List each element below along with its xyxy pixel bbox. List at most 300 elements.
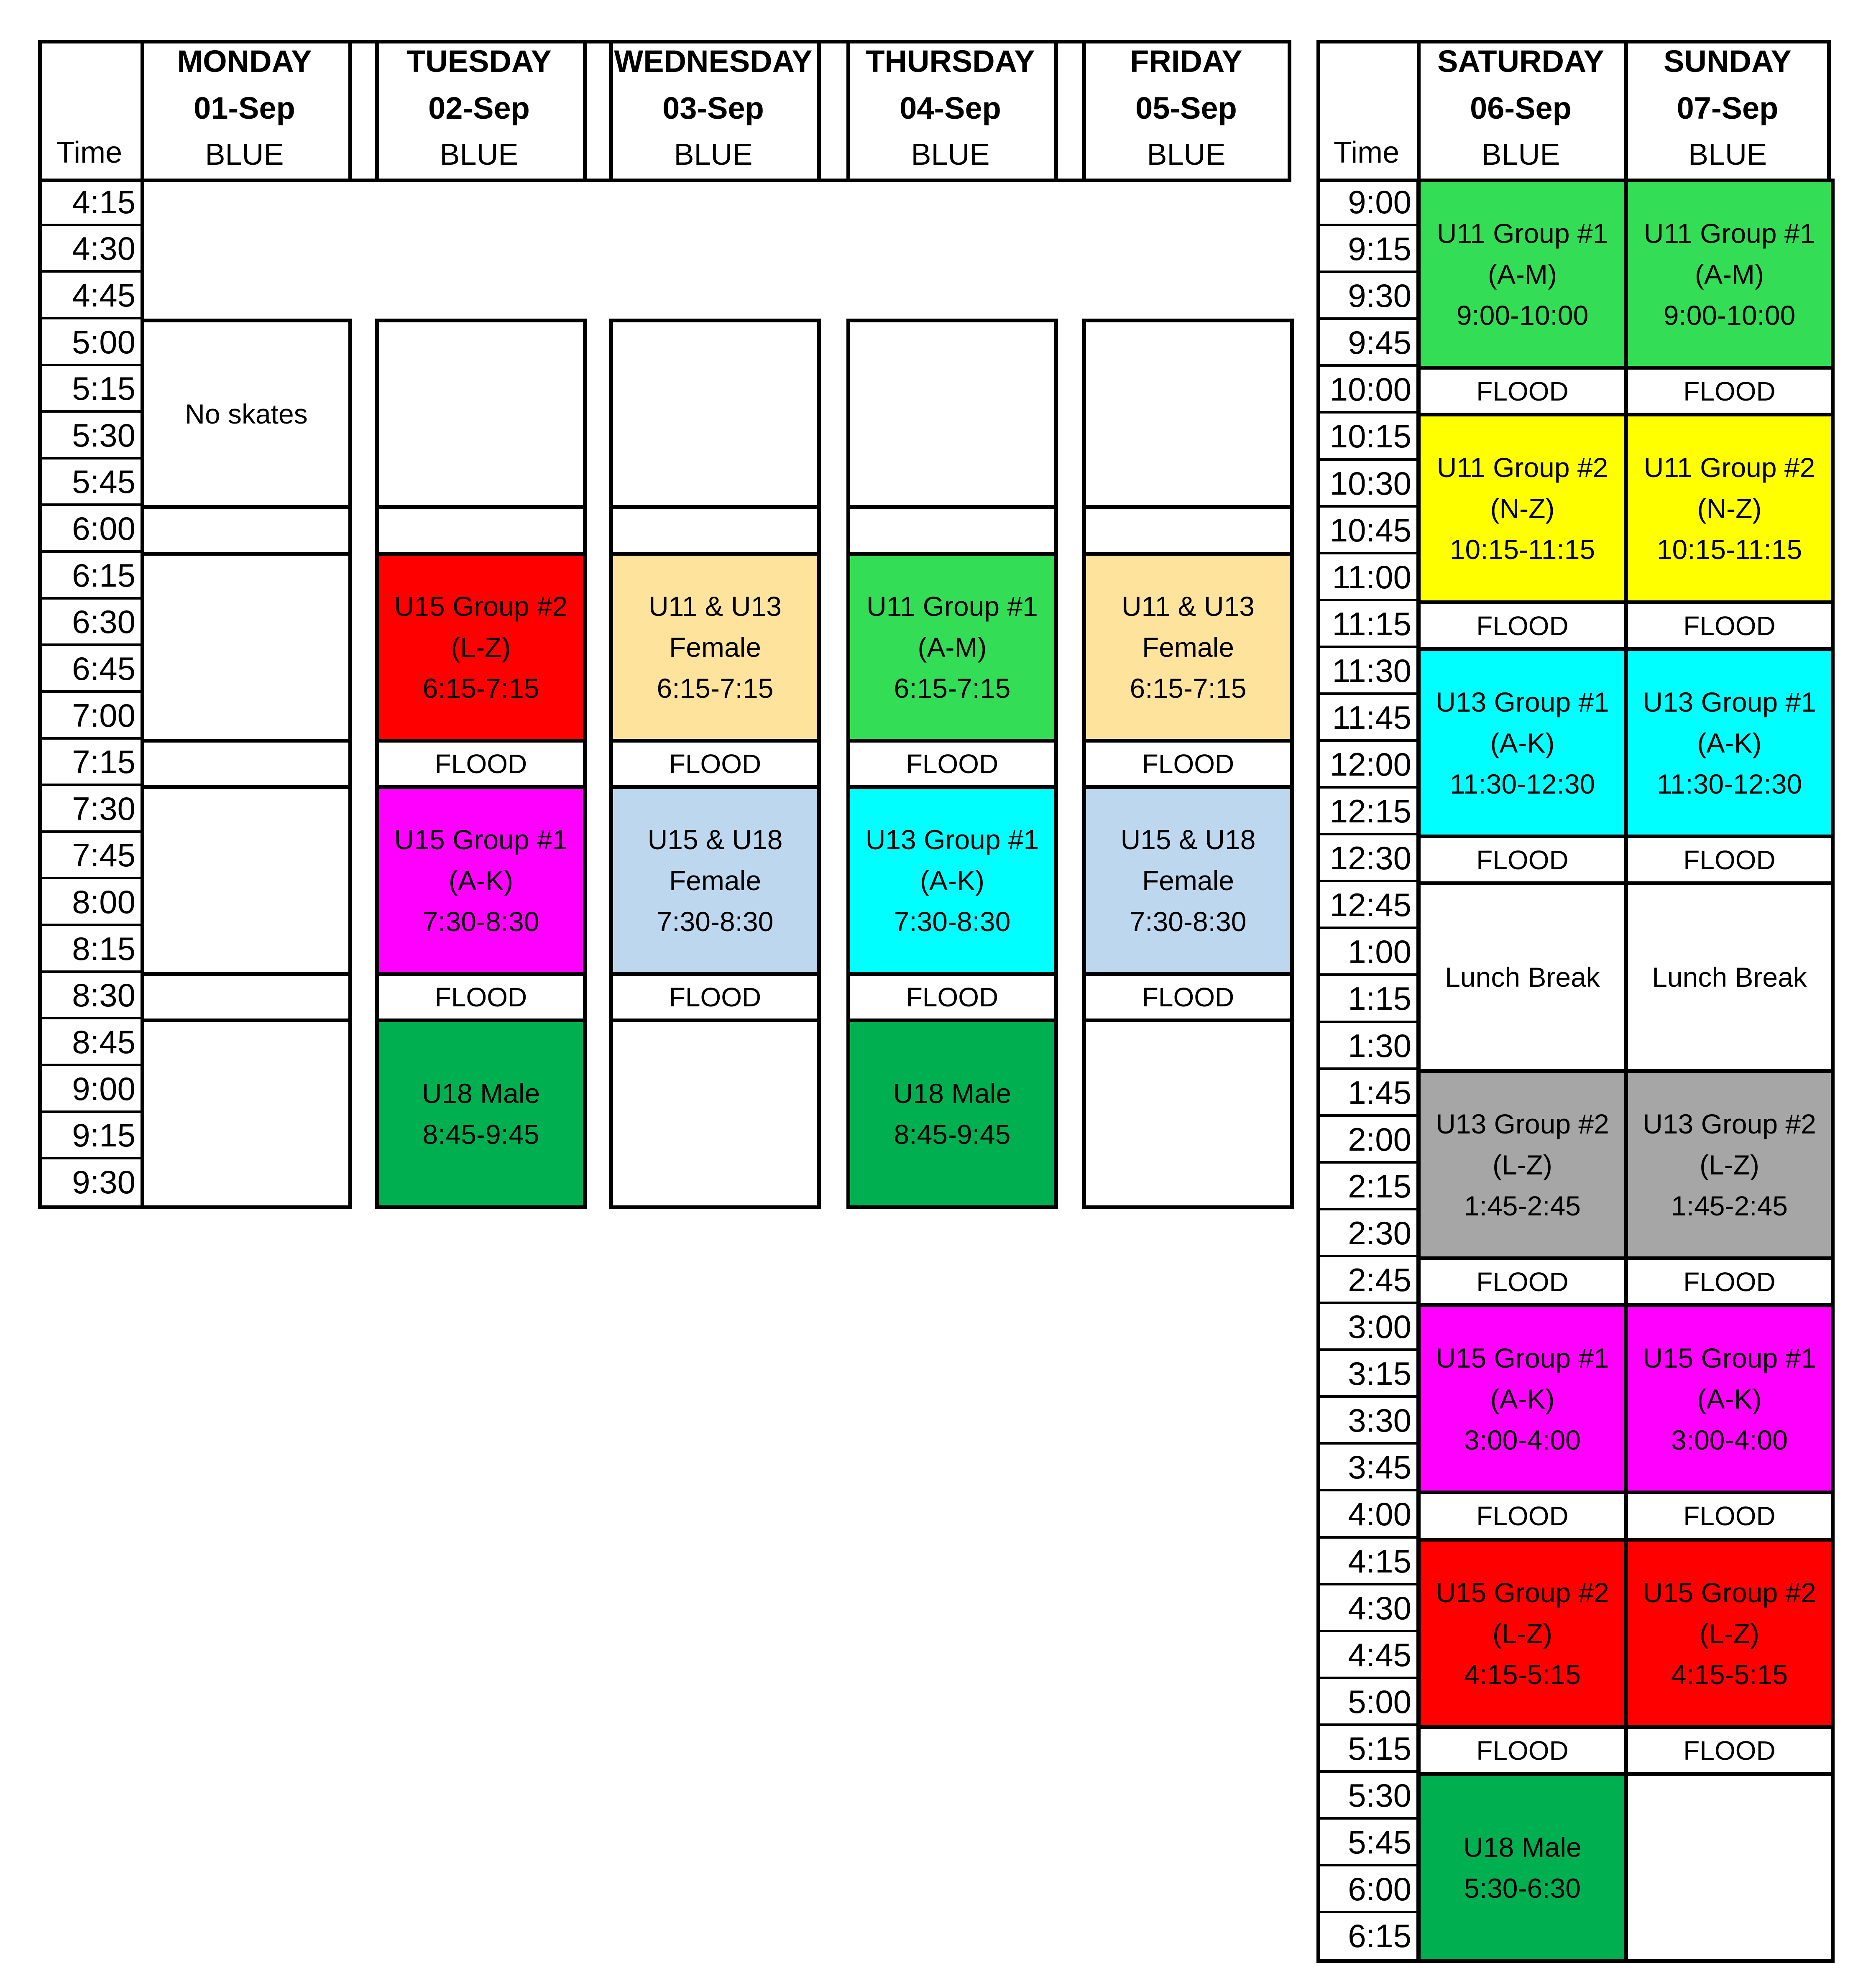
wednesday-empty-slot: [609, 1019, 821, 1209]
sunday-flood-3: [1624, 835, 1835, 885]
sunday-session-6: [1624, 1538, 1835, 1729]
saturday-session-5: [1417, 1303, 1628, 1494]
weekday-time-divider: [38, 643, 141, 646]
weekend-time-slot: 12:30: [1329, 839, 1411, 876]
friday-flood-1-text: [1142, 748, 1234, 779]
rink-label: BLUE: [674, 138, 753, 171]
saturday-session-2-text: [1437, 447, 1608, 570]
weekday-time-divider: [38, 457, 141, 459]
weekday-time-divider: [38, 924, 141, 926]
event-line: FLOOD: [1683, 1501, 1776, 1531]
day-name: FRIDAY: [1130, 44, 1242, 79]
weekday-time-slot: 9:00: [72, 1070, 135, 1107]
monday-empty-slot: [141, 739, 352, 789]
event-line: (L-Z): [451, 632, 511, 663]
event-line: U18 Male: [422, 1078, 540, 1109]
event-line: (L-Z): [1700, 1149, 1759, 1180]
weekend-time-slot: 11:30: [1332, 652, 1411, 689]
weekday-time-slot: 8:00: [72, 883, 135, 920]
event-line: U13 Group #2: [1436, 1108, 1609, 1139]
weekend-time-header: Time: [1333, 136, 1400, 169]
weekend-time-slot: 1:00: [1348, 933, 1411, 970]
saturday-flood-5: [1417, 1491, 1628, 1542]
weekend-time-divider: [1316, 505, 1416, 508]
event-line: U13 Group #1: [1643, 686, 1816, 717]
event-line: U15 Group #2: [394, 591, 568, 622]
header-separator: [583, 40, 587, 179]
event-line: (A-K): [1490, 727, 1555, 758]
tuesday-session-1-text: [394, 586, 568, 709]
saturday-session-4-text: [1436, 1103, 1609, 1226]
weekend-time-slot: 4:30: [1348, 1589, 1411, 1626]
wednesday-empty-slot: [609, 319, 821, 509]
weekend-time-slot: 9:45: [1348, 324, 1411, 361]
saturday-flood-4-text: [1476, 1266, 1568, 1297]
weekend-time-slot: 2:45: [1348, 1261, 1411, 1298]
weekday-time-slot: 7:30: [72, 790, 135, 827]
event-line: FLOOD: [1476, 376, 1569, 406]
weekend-time-divider: [1316, 833, 1416, 835]
tuesday-session-3: [375, 1019, 587, 1209]
event-line: Lunch Break: [1652, 962, 1807, 993]
weekend-time-slot: 10:30: [1329, 465, 1411, 502]
tuesday-session-1: [375, 552, 587, 743]
weekday-time-slot: 6:00: [72, 510, 135, 547]
saturday-flood-3-text: [1476, 845, 1568, 876]
weekday-time-divider: [38, 550, 141, 553]
weekend-time-slot: 3:00: [1348, 1308, 1411, 1345]
weekend-time-slot: 10:00: [1329, 370, 1411, 408]
event-line: Lunch Break: [1445, 962, 1600, 993]
event-line: 3:00-4:00: [1671, 1424, 1788, 1455]
weekend-time-divider: [1316, 1677, 1416, 1679]
saturday-flood-6: [1417, 1725, 1628, 1776]
weekend-time-slot: 3:15: [1348, 1355, 1411, 1392]
event-line: FLOOD: [669, 982, 762, 1012]
event-line: (A-K): [1697, 1383, 1762, 1414]
monday-empty-slot: [141, 785, 352, 976]
saturday-session-3: [1417, 647, 1628, 838]
weekend-time-divider: [1316, 1630, 1416, 1632]
weekend-time-slot: 1:45: [1348, 1074, 1411, 1111]
sunday-session-3-text: [1643, 682, 1816, 804]
tuesday-flood-2-text: [435, 982, 527, 1013]
weekday-time-divider: [38, 597, 141, 600]
weekday-time-slot: 8:45: [72, 1023, 135, 1060]
saturday-flood-1-text: [1476, 376, 1568, 407]
tuesday-empty-slot: [375, 319, 587, 509]
weekend-time-slot: 10:45: [1329, 511, 1411, 549]
weekend-time-slot: 4:45: [1348, 1636, 1411, 1673]
sunday-session-5: [1624, 1303, 1835, 1494]
weekday-time-slot: 4:15: [72, 183, 135, 220]
saturday-session-2: [1417, 413, 1628, 604]
event-line: (N-Z): [1697, 493, 1762, 524]
event-line: 6:15-7:15: [422, 673, 539, 704]
weekend-time-slot: 6:15: [1348, 1917, 1411, 1954]
sunday-lunch-break: [1624, 881, 1835, 1073]
event-line: Female: [669, 632, 762, 663]
event-line: FLOOD: [906, 982, 999, 1012]
tuesday-session-3-text: [422, 1073, 540, 1155]
event-line: FLOOD: [434, 982, 527, 1012]
day-name: SATURDAY: [1437, 44, 1604, 79]
saturday-lunch-break-text: [1445, 961, 1600, 993]
event-line: U11 Group #1: [1643, 217, 1815, 249]
weekday-time-divider: [38, 224, 141, 226]
weekend-time-divider: [1316, 1723, 1416, 1726]
event-line: Female: [669, 865, 762, 896]
tuesday-session-2-text: [394, 819, 568, 942]
event-line: U15 Group #2: [1436, 1577, 1609, 1608]
thursday-flood-2-text: [906, 982, 998, 1013]
weekend-time-divider: [1316, 692, 1416, 695]
weekday-time-divider: [38, 503, 141, 506]
day-header-monday: [141, 46, 348, 170]
weekend-time-divider: [1316, 1817, 1416, 1820]
weekday-time-slot: 5:30: [72, 416, 135, 454]
sunday-session-2-text: [1644, 447, 1815, 570]
sunday-flood-6: [1624, 1725, 1835, 1776]
event-line: FLOOD: [1476, 610, 1569, 641]
weekday-time-divider: [38, 317, 141, 319]
event-line: 7:30-8:30: [1130, 906, 1247, 937]
weekend-time-slot: 3:30: [1348, 1401, 1411, 1439]
day-name: SUNDAY: [1664, 44, 1792, 79]
sunday-flood-1-text: [1683, 376, 1775, 407]
thursday-flood-1-text: [906, 748, 998, 779]
saturday-session-3-text: [1436, 682, 1609, 804]
weekday-time-slot: 7:00: [72, 697, 135, 734]
saturday-flood-2: [1417, 600, 1628, 651]
saturday-flood-4: [1417, 1256, 1628, 1307]
tuesday-flood-1-text: [435, 748, 527, 779]
event-line: (A-M): [1695, 258, 1764, 290]
monday-empty-slot: [141, 1019, 352, 1209]
weekend-time-slot: 1:15: [1348, 980, 1411, 1017]
thursday-session-2: [846, 785, 1058, 976]
weekend-time-divider: [1316, 1067, 1416, 1070]
event-line: FLOOD: [1476, 845, 1569, 875]
event-line: 4:15-5:15: [1464, 1659, 1581, 1690]
friday-flood-2-text: [1142, 982, 1234, 1013]
sunday-flood-2-text: [1683, 610, 1775, 641]
event-line: No skates: [185, 398, 308, 429]
weekday-time-slot: 8:15: [72, 930, 135, 967]
weekday-time-slot: 9:15: [72, 1117, 135, 1154]
weekend-time-divider: [1316, 599, 1416, 601]
event-line: U13 Group #2: [1643, 1108, 1816, 1139]
saturday-session-1: [1417, 179, 1628, 370]
weekend-time-divider: [1316, 458, 1416, 461]
saturday-flood-1: [1417, 366, 1628, 416]
sunday-flood-4-text: [1683, 1266, 1775, 1297]
day-date: 01-Sep: [194, 91, 295, 125]
rink-label: BLUE: [1481, 138, 1560, 171]
event-line: (L-Z): [1493, 1618, 1552, 1649]
thursday-session-3-text: [893, 1073, 1011, 1155]
monday-empty-slot: [141, 505, 352, 556]
weekend-time-slot: 9:30: [1348, 277, 1411, 314]
weekend-time-divider: [1316, 1255, 1416, 1257]
day-header-sunday: [1624, 46, 1831, 170]
day-name: THURSDAY: [866, 44, 1035, 79]
weekend-time-slot: 2:30: [1348, 1214, 1411, 1251]
weekday-time-slot: 5:00: [72, 323, 135, 360]
weekend-time-slot: 5:45: [1348, 1823, 1411, 1861]
weekend-time-slot: 11:15: [1332, 605, 1411, 642]
weekday-time-slot: 6:30: [72, 603, 135, 640]
event-line: 6:15-7:15: [1130, 673, 1247, 704]
weekday-time-slot: 5:45: [72, 463, 135, 500]
sunday-session-4-text: [1643, 1103, 1816, 1226]
weekend-time-slot: 11:00: [1332, 558, 1411, 595]
event-line: U11 Group #2: [1643, 452, 1815, 483]
thursday-session-1-text: [866, 586, 1038, 709]
rink-label: BLUE: [440, 138, 519, 171]
monday-no-skates: [141, 319, 352, 509]
rink-label: BLUE: [911, 138, 990, 171]
thursday-session-1: [846, 552, 1058, 743]
event-line: (A-M): [918, 632, 987, 663]
weekend-time-slot: 5:00: [1348, 1683, 1411, 1720]
event-line: U13 Group #1: [1436, 686, 1609, 717]
weekday-time-slot: 9:30: [72, 1163, 135, 1200]
weekday-time-divider: [38, 1064, 141, 1066]
event-line: FLOOD: [1683, 1266, 1776, 1297]
event-line: U11 Group #1: [1436, 217, 1608, 249]
event-line: FLOOD: [1683, 610, 1776, 641]
sunday-session-4: [1624, 1069, 1835, 1260]
sunday-session-2: [1624, 413, 1835, 604]
weekday-time-divider: [38, 1157, 141, 1159]
event-line: (A-M): [1488, 258, 1557, 290]
thursday-session-3: [846, 1019, 1058, 1209]
event-line: (L-Z): [1493, 1149, 1552, 1180]
friday-session-1: [1082, 552, 1294, 743]
event-line: 10:15-11:15: [1449, 534, 1595, 565]
event-line: U11 & U13: [649, 591, 782, 622]
saturday-session-7-text: [1463, 1827, 1581, 1909]
weekend-time-divider: [1316, 271, 1416, 273]
weekday-time-header: Time: [56, 136, 123, 169]
event-line: (A-K): [449, 865, 513, 896]
event-line: 11:30-12:30: [1656, 768, 1802, 799]
event-line: FLOOD: [1142, 749, 1234, 779]
weekend-time-slot: 3:45: [1348, 1448, 1411, 1486]
friday-flood-1: [1082, 739, 1294, 789]
saturday-session-1-text: [1437, 213, 1608, 336]
rink-label: BLUE: [1147, 138, 1226, 171]
thursday-session-2-text: [866, 819, 1039, 942]
weekend-time-slot: 4:00: [1348, 1496, 1411, 1532]
weekday-time-divider: [38, 737, 141, 740]
weekend-time-divider: [1316, 1114, 1416, 1117]
day-date: 06-Sep: [1470, 91, 1572, 125]
weekend-time-slot: 5:15: [1348, 1730, 1411, 1767]
sunday-empty-slot: [1624, 1772, 1835, 1963]
weekend-time-divider: [1316, 1348, 1416, 1351]
day-date: 07-Sep: [1677, 91, 1779, 125]
sunday-flood-5: [1624, 1491, 1835, 1542]
saturday-flood-2-text: [1476, 610, 1568, 641]
weekday-time-divider: [38, 270, 141, 273]
thursday-empty-slot: [846, 319, 1058, 509]
event-line: 8:45-9:45: [894, 1119, 1011, 1150]
event-line: FLOOD: [906, 749, 999, 779]
weekend-time-divider: [1316, 739, 1416, 742]
saturday-flood-3: [1417, 835, 1628, 885]
wednesday-session-2: [609, 785, 821, 976]
weekend-time-divider: [1316, 973, 1416, 976]
weekend-time-slot: 6:00: [1348, 1870, 1411, 1907]
sunday-flood-2: [1624, 600, 1835, 651]
event-line: U11 & U13: [1122, 591, 1255, 622]
friday-session-2: [1082, 785, 1294, 976]
event-line: U15 Group #1: [1436, 1342, 1609, 1373]
weekend-time-slot: 10:15: [1329, 418, 1411, 454]
day-date: 02-Sep: [428, 91, 530, 125]
event-line: 7:30-8:30: [894, 906, 1011, 937]
weekend-time-divider: [1316, 1442, 1416, 1445]
weekday-time-divider: [38, 1110, 141, 1113]
event-line: 1:45-2:45: [1464, 1190, 1581, 1221]
day-name: WEDNESDAY: [614, 44, 813, 79]
friday-flood-2: [1082, 972, 1294, 1022]
event-line: 4:15-5:15: [1671, 1659, 1788, 1690]
event-line: 3:00-4:00: [1464, 1424, 1581, 1455]
sunday-lunch-break-text: [1652, 961, 1807, 993]
day-header-saturday: [1417, 46, 1625, 170]
event-line: U13 Group #1: [865, 824, 1039, 855]
saturday-session-7: [1417, 1772, 1628, 1963]
friday-session-1-text: [1122, 586, 1255, 709]
header-separator: [348, 40, 352, 179]
event-line: FLOOD: [1683, 376, 1776, 406]
day-date: 05-Sep: [1135, 91, 1237, 125]
weekday-time-divider: [38, 877, 141, 879]
weekend-time-divider: [1316, 411, 1416, 414]
event-line: (L-Z): [1700, 1618, 1759, 1649]
saturday-session-6-text: [1436, 1572, 1609, 1695]
day-header-tuesday: [375, 46, 583, 170]
event-line: 7:30-8:30: [657, 906, 774, 937]
sunday-session-3: [1624, 647, 1835, 838]
sunday-session-5-text: [1643, 1338, 1816, 1460]
saturday-flood-5-text: [1476, 1501, 1568, 1532]
weekday-time-divider: [38, 784, 141, 786]
event-line: FLOOD: [434, 749, 527, 779]
rink-label: BLUE: [1688, 138, 1767, 171]
event-line: FLOOD: [669, 749, 762, 779]
weekday-time-divider: [38, 364, 141, 366]
monday-no-skates-text: [185, 398, 307, 430]
weekend-time-slot: 1:30: [1348, 1027, 1411, 1064]
header-separator: [1054, 40, 1058, 179]
event-line: FLOOD: [1683, 1735, 1776, 1766]
day-header-friday: [1082, 46, 1290, 170]
weekend-time-divider: [1316, 552, 1416, 554]
wednesday-session-1-text: [649, 586, 782, 709]
event-line: 5:30-6:30: [1464, 1872, 1581, 1904]
weekend-time-divider: [1316, 317, 1416, 320]
event-line: (A-K): [1697, 727, 1762, 758]
weekday-time-slot: 8:30: [72, 977, 135, 1013]
weekend-time-divider: [1316, 1536, 1416, 1539]
weekend-time-divider: [1316, 364, 1416, 367]
event-line: (A-K): [1490, 1383, 1555, 1414]
weekend-time-slot: 12:45: [1329, 886, 1411, 923]
saturday-session-5-text: [1436, 1338, 1609, 1460]
sunday-session-1-text: [1644, 213, 1815, 336]
sunday-flood-4: [1624, 1256, 1835, 1307]
weekend-time-slot: 4:15: [1348, 1542, 1411, 1580]
weekday-time-slot: 6:45: [72, 650, 135, 687]
saturday-session-4: [1417, 1069, 1628, 1260]
event-line: 1:45-2:45: [1671, 1190, 1788, 1221]
sunday-session-1: [1624, 179, 1835, 370]
event-line: (N-Z): [1490, 493, 1555, 524]
weekend-time-divider: [1316, 1302, 1416, 1304]
weekend-time-slot: 9:15: [1348, 230, 1411, 267]
friday-session-2-text: [1121, 819, 1256, 942]
event-line: U18 Male: [1463, 1831, 1582, 1863]
weekday-time-divider: [38, 970, 141, 973]
weekend-time-divider: [1316, 1489, 1416, 1491]
weekend-time-divider: [1316, 646, 1416, 648]
weekday-time-slot: 7:45: [72, 837, 135, 873]
wednesday-session-2-text: [648, 819, 783, 942]
tuesday-session-2: [375, 785, 587, 976]
wednesday-flood-1: [609, 739, 821, 789]
weekend-time-divider: [1316, 1770, 1416, 1773]
wednesday-flood-2-text: [669, 982, 761, 1013]
thursday-flood-1: [846, 739, 1058, 789]
event-line: (A-K): [920, 865, 984, 896]
day-date: 03-Sep: [662, 91, 764, 125]
sunday-flood-1: [1624, 366, 1835, 416]
thursday-flood-2: [846, 972, 1058, 1022]
weekend-time-slot: 5:30: [1348, 1777, 1411, 1814]
weekend-time-slot: 9:00: [1348, 183, 1411, 220]
weekday-time-slot: 6:15: [72, 556, 135, 594]
event-line: U15 & U18: [647, 824, 783, 855]
event-line: FLOOD: [1476, 1735, 1569, 1766]
weekend-time-divider: [1316, 1583, 1416, 1585]
event-line: U18 Male: [893, 1078, 1012, 1109]
event-line: U15 Group #1: [394, 824, 568, 855]
wednesday-session-1: [609, 552, 821, 743]
thursday-empty-slot: [846, 505, 1058, 556]
weekend-time-divider: [1316, 224, 1416, 226]
day-name: MONDAY: [177, 44, 312, 79]
weekend-time-divider: [1316, 880, 1416, 882]
sunday-session-6-text: [1643, 1572, 1816, 1695]
weekday-time-divider: [38, 1017, 141, 1019]
event-line: 6:15-7:15: [657, 673, 774, 704]
day-date: 04-Sep: [900, 91, 1001, 125]
saturday-session-6: [1417, 1538, 1628, 1729]
event-line: 6:15-7:15: [894, 673, 1011, 704]
weekend-time-slot: 2:00: [1348, 1121, 1411, 1158]
weekend-time-divider: [1316, 1395, 1416, 1398]
tuesday-flood-1: [375, 739, 587, 789]
event-line: 11:30-12:30: [1449, 768, 1595, 799]
weekend-time-slot: 11:45: [1332, 699, 1411, 736]
weekend-time-divider: [1316, 927, 1416, 929]
header-separator: [817, 40, 821, 179]
weekday-time-divider: [38, 830, 141, 833]
